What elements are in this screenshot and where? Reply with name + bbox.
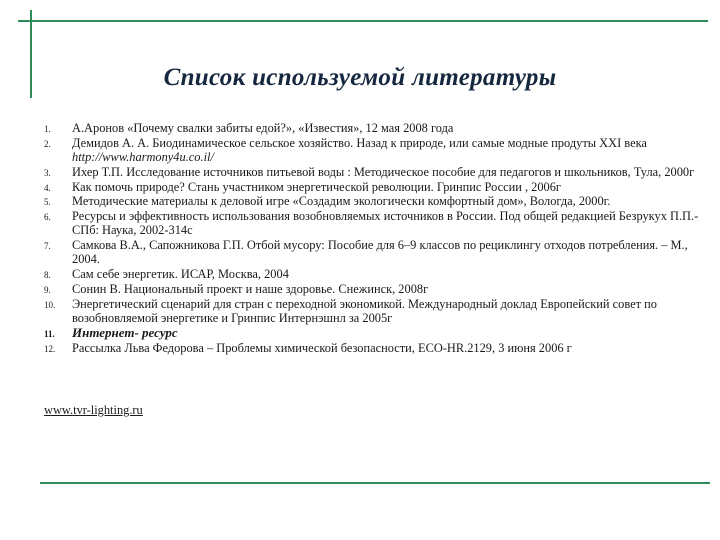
reference-number: 12. [44, 343, 56, 354]
frame-top-line [18, 20, 708, 22]
reference-list [44, 121, 704, 355]
reference-text: Интернет- ресурс [72, 324, 178, 340]
reference-text: Рассылка Льва Федорова – Проблемы химической безопасности, ECO-HR.2129, 3 июня 2006 г [72, 340, 572, 355]
reference-text: Ресурсы и эффективность использования возобновляемых источников в России. Под общей редакцией Безрукух П.П.- СПб: Наука, 2002-314с [72, 209, 699, 238]
reference-item [44, 121, 704, 135]
reference-item [44, 165, 704, 179]
reference-text: Сам себе энергетик. ИСАР, Москва, 2004 [72, 267, 289, 282]
reference-text: Демидов А. А. Биодинамическое сельское хозяйство. Назад к природе, или самые модные продуты XXI века [72, 135, 647, 150]
reference-number: 1. [44, 124, 51, 134]
reference-number: 8. [44, 270, 51, 281]
reference-item [44, 282, 704, 296]
reference-item [44, 341, 704, 355]
frame-bottom-line [40, 482, 710, 484]
page-title: Список используемой литературы [163, 64, 557, 91]
reference-number: 2. [44, 138, 51, 149]
reference-number: 6. [44, 212, 51, 223]
reference-text: А.Аронов «Почему свалки забиты едой?», «Известия», 12 мая 2008 года [72, 121, 454, 135]
reference-item [44, 297, 704, 325]
reference-item [44, 238, 704, 266]
reference-item [44, 194, 704, 208]
reference-item [44, 267, 704, 281]
reference-item [44, 136, 704, 164]
reference-text: Ихер Т.П. Исследование источников питьевой воды : Методическое пособие для педагогов и школьников, Тула, 2000г [72, 164, 695, 179]
reference-text: Методические материалы к деловой игре «Создадим экологически комфортный дом», Вологда, 2000г. [72, 194, 611, 209]
reference-number: 4. [44, 182, 51, 193]
website-link[interactable]: www.tvr-lighting.ru [44, 403, 143, 417]
reference-item [44, 180, 704, 194]
reference-number: 10. [44, 299, 56, 310]
reference-text: Как помочь природе? Стань участником энергетической революции. Гринпис России , 2006г [72, 179, 562, 194]
reference-text: Энергетический сценарий для стран с переходной экономикой. Международный доклад Европейский совет по возобновляемой энергетике и Гринпис Интернэшнл за 2005г [72, 296, 657, 325]
reference-text: Самкова В.А., Сапожникова Г.П. Отбой мусору: Пособие для 6–9 классов по рециклингу отходов потребления. – М., 2004. [72, 238, 688, 267]
reference-text: Сонин В. Национальный проект и наше здоровье. Снежинск, 2008г [72, 281, 429, 296]
reference-url-link[interactable]: http://www.harmony4u.co.il/ [72, 150, 214, 164]
reference-number: 7. [44, 241, 51, 252]
reference-number: 9. [44, 284, 51, 295]
reference-item [44, 209, 704, 237]
reference-number: 11. [44, 328, 55, 339]
reference-number: 5. [44, 197, 51, 208]
reference-number: 3. [44, 167, 51, 178]
reference-item [44, 326, 704, 340]
